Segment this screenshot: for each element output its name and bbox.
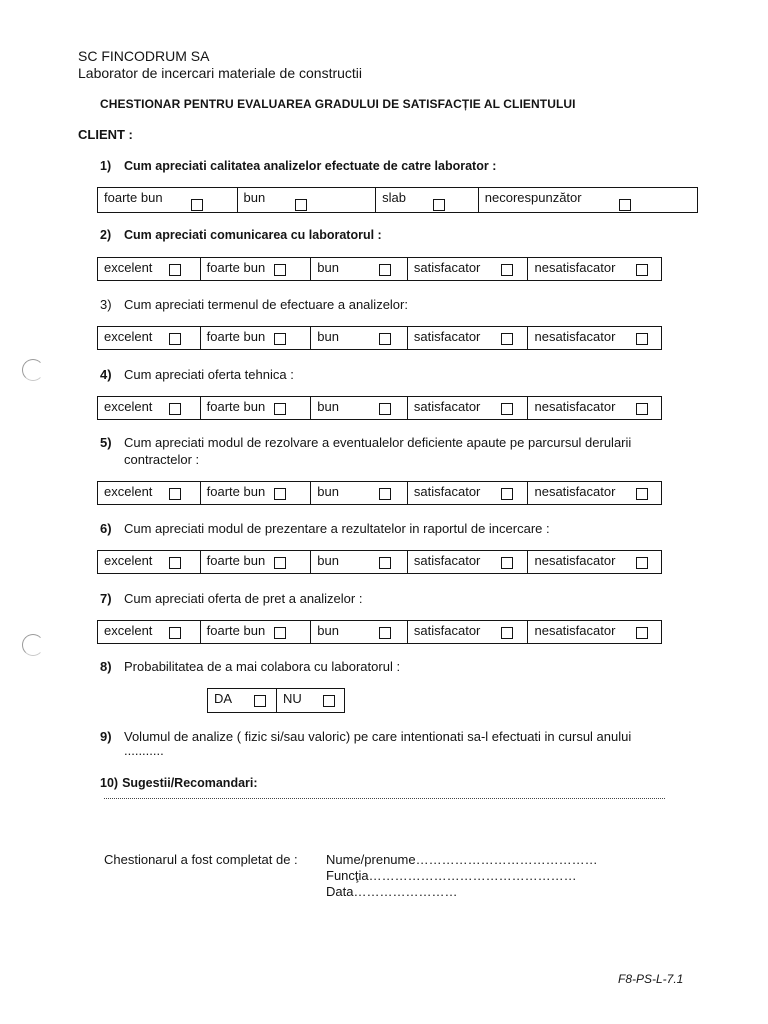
checkbox-bun[interactable] — [379, 488, 391, 500]
option-label: excelent — [104, 260, 153, 275]
option-satisfacator — [407, 397, 528, 419]
question-number: 8) — [100, 659, 112, 674]
checkbox-foarte-bun[interactable] — [274, 488, 286, 500]
checkbox-bun[interactable] — [379, 403, 391, 415]
question-5-continuation: contractelor : — [124, 452, 200, 467]
option-label: nesatisfacator — [534, 484, 616, 499]
question-7 — [100, 591, 362, 606]
answer-table-8 — [207, 688, 345, 713]
question-text: Cum apreciati oferta tehnica : — [124, 367, 294, 382]
checkbox-foarte-bun[interactable] — [274, 333, 286, 345]
option-nesatisfacator — [527, 397, 661, 419]
company-name: SC FINCODRUM SA — [78, 48, 210, 64]
checkbox-nesatisfacator[interactable] — [636, 264, 648, 276]
option-label: bun — [317, 260, 339, 275]
question-text: Cum apreciati comunicarea cu laboratorul : — [124, 228, 382, 242]
checkbox-nesatisfacator[interactable] — [636, 333, 648, 345]
question-number: 5) — [100, 435, 112, 450]
checkbox-nesatisfacator[interactable] — [636, 488, 648, 500]
question-text: Cum apreciati calitatea analizelor efectuate de catre laborator : — [124, 159, 497, 173]
question-text: Cum apreciati termenul de efectuare a analizelor: — [124, 297, 408, 312]
option-label: foarte bun — [206, 553, 266, 568]
option-bun — [310, 327, 407, 349]
checkbox-excelent[interactable] — [169, 264, 181, 276]
checkbox-bun[interactable] — [379, 333, 391, 345]
option-da — [208, 689, 276, 712]
option-label: foarte bun — [206, 260, 266, 275]
question-number: 2) — [100, 228, 112, 242]
checkbox-nu[interactable] — [323, 695, 335, 707]
suggestions-input-line[interactable] — [104, 798, 665, 799]
checkbox-excelent[interactable] — [169, 557, 181, 569]
option-bun — [310, 397, 407, 419]
client-label: CLIENT : — [78, 127, 133, 142]
checkbox-excelent[interactable] — [169, 333, 181, 345]
answer-table-6 — [97, 550, 662, 574]
question-number: 4) — [100, 367, 112, 382]
option-bun — [237, 188, 376, 212]
checkbox-foarte-bun[interactable] — [274, 627, 286, 639]
question-number: 7) — [100, 591, 112, 606]
question-3 — [100, 297, 408, 312]
laboratory-name: Laborator de incercari materiale de constructii — [78, 65, 363, 81]
option-nesatisfacator — [527, 327, 661, 349]
option-bun — [310, 621, 407, 643]
option-satisfacator — [407, 482, 528, 504]
option-excelent — [98, 621, 200, 643]
question-text: Sugestii/Recomandari: — [122, 776, 258, 790]
question-9-fill-dots: ........... — [124, 743, 164, 758]
question-text: Probabilitatea de a mai colabora cu laboratorul : — [124, 659, 401, 674]
option-label: bun — [317, 399, 339, 414]
option-nu — [276, 689, 344, 712]
option-nesatisfacator — [527, 551, 661, 573]
question-text: Volumul de analize ( fizic si/sau valoric) pe care intentionati sa-l efectuati in cursul anului — [124, 729, 632, 744]
option-nesatisfacator — [527, 258, 661, 280]
question-4 — [100, 367, 294, 382]
question-2 — [100, 228, 382, 242]
option-label: foarte bun — [206, 484, 266, 499]
completed-by-label: Chestionarul a fost completat de : — [104, 852, 298, 867]
option-satisfacator — [407, 551, 528, 573]
option-satisfacator — [407, 621, 528, 643]
checkbox-slab[interactable] — [433, 199, 445, 211]
option-label: bun — [317, 623, 339, 638]
page-title: CHESTIONAR PENTRU EVALUAREA GRADULUI DE SATISFACȚIE AL CLIENTULUI — [100, 97, 576, 111]
checkbox-excelent[interactable] — [169, 627, 181, 639]
option-label: nesatisfacator — [534, 260, 616, 275]
punch-hole — [22, 634, 44, 656]
checkbox-nesatisfacator[interactable] — [636, 627, 648, 639]
checkbox-satisfacator[interactable] — [501, 333, 513, 345]
option-excelent — [98, 397, 200, 419]
option-foarte-bun — [200, 327, 311, 349]
checkbox-excelent[interactable] — [169, 488, 181, 500]
option-foarte-bun — [200, 621, 311, 643]
option-label: DA — [214, 691, 233, 706]
question-5 — [100, 435, 631, 450]
option-foarte-bun — [200, 482, 311, 504]
checkbox-bun[interactable] — [379, 264, 391, 276]
option-label: bun — [317, 484, 339, 499]
option-satisfacator — [407, 258, 528, 280]
option-label: nesatisfacator — [534, 399, 616, 414]
option-label: foarte bun — [104, 190, 163, 205]
question-9 — [100, 729, 631, 744]
option-label: excelent — [104, 329, 153, 344]
option-label: nesatisfacator — [534, 553, 616, 568]
option-label: nesatisfacator — [534, 623, 616, 638]
answer-table-4 — [97, 396, 662, 420]
checkbox-satisfacator[interactable] — [501, 488, 513, 500]
option-foarte-bun — [200, 258, 311, 280]
function-field[interactable]: Funcţia………………………………………… — [326, 868, 577, 883]
option-label: foarte bun — [206, 329, 266, 344]
option-label: excelent — [104, 484, 153, 499]
checkbox-foarte-bun[interactable] — [191, 199, 203, 211]
option-necorespunzator — [478, 188, 697, 212]
question-number: 1) — [100, 159, 112, 173]
checkbox-necorespunzator[interactable] — [619, 199, 631, 211]
question-number: 3) — [100, 297, 112, 312]
option-foarte-bun — [200, 551, 311, 573]
option-label: excelent — [104, 623, 153, 638]
option-nesatisfacator — [527, 621, 661, 643]
name-field[interactable]: Nume/prenume…………………………………… — [326, 852, 598, 867]
option-excelent — [98, 258, 200, 280]
option-bun — [310, 551, 407, 573]
checkbox-satisfacator[interactable] — [501, 557, 513, 569]
question-text: Cum apreciati modul de prezentare a rezultatelor in raportul de incercare : — [124, 521, 550, 536]
punch-hole — [22, 359, 44, 381]
date-field[interactable]: Data…………………… — [326, 884, 458, 899]
checkbox-satisfacator[interactable] — [501, 264, 513, 276]
option-label: satisfacator — [413, 399, 481, 414]
option-excelent — [98, 327, 200, 349]
option-label: excelent — [104, 399, 153, 414]
checkbox-foarte-bun[interactable] — [274, 403, 286, 415]
option-label: satisfacator — [413, 484, 481, 499]
option-label: satisfacator — [413, 553, 481, 568]
answer-table-3 — [97, 326, 662, 350]
option-label: NU — [282, 691, 302, 706]
answer-table-7 — [97, 620, 662, 644]
question-text: Cum apreciati modul de rezolvare a eventualelor deficiente apaute pe parcursul derularii — [124, 435, 632, 450]
question-6 — [100, 521, 550, 536]
option-label: satisfacator — [413, 623, 481, 638]
checkbox-satisfacator[interactable] — [501, 403, 513, 415]
option-slab — [375, 188, 478, 212]
checkbox-bun[interactable] — [379, 557, 391, 569]
question-1 — [100, 159, 496, 173]
checkbox-foarte-bun[interactable] — [274, 557, 286, 569]
option-bun — [310, 482, 407, 504]
checkbox-nesatisfacator[interactable] — [636, 557, 648, 569]
checkbox-bun[interactable] — [379, 627, 391, 639]
option-label: foarte bun — [206, 623, 266, 638]
option-excelent — [98, 482, 200, 504]
option-label: foarte bun — [206, 399, 266, 414]
option-label: excelent — [104, 553, 153, 568]
option-foarte-bun — [200, 397, 311, 419]
option-label: satisfacator — [413, 329, 481, 344]
form-code: F8-PS-L-7.1 — [618, 972, 684, 986]
question-number: 9) — [100, 729, 112, 744]
answer-table-1 — [97, 187, 698, 213]
question-text: Cum apreciati oferta de pret a analizelor : — [124, 591, 363, 606]
checkbox-bun[interactable] — [295, 199, 307, 211]
question-number: 6) — [100, 521, 112, 536]
question-8 — [100, 659, 400, 674]
option-label: bun — [317, 329, 339, 344]
option-excelent — [98, 551, 200, 573]
checkbox-excelent[interactable] — [169, 403, 181, 415]
checkbox-satisfacator[interactable] — [501, 627, 513, 639]
option-label: satisfacator — [413, 260, 481, 275]
option-label: bun — [243, 190, 266, 205]
checkbox-foarte-bun[interactable] — [274, 264, 286, 276]
option-bun — [310, 258, 407, 280]
checkbox-nesatisfacator[interactable] — [636, 403, 648, 415]
option-foarte-bun — [98, 188, 237, 212]
option-satisfacator — [407, 327, 528, 349]
checkbox-da[interactable] — [254, 695, 266, 707]
option-label: slab — [382, 190, 406, 205]
option-label: necorespunzător — [484, 190, 582, 205]
answer-table-2 — [97, 257, 662, 281]
option-nesatisfacator — [527, 482, 661, 504]
option-label: bun — [317, 553, 339, 568]
answer-table-5 — [97, 481, 662, 505]
question-10 — [100, 776, 258, 790]
question-number: 10) — [100, 776, 119, 790]
option-label: nesatisfacator — [534, 329, 616, 344]
